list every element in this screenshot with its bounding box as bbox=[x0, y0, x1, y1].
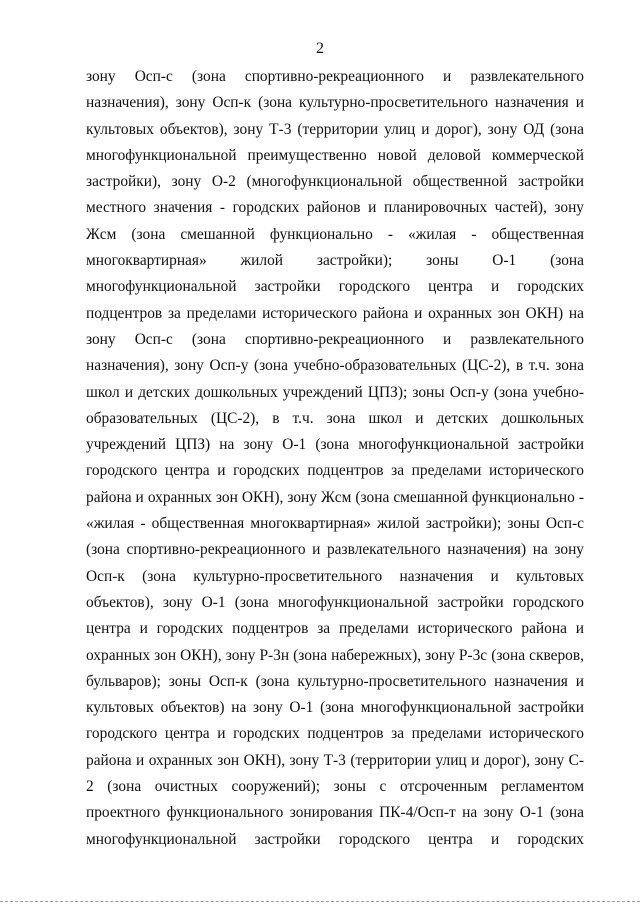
text-line: (зона спортивно-рекреационного и развлекательного назначения) на зону bbox=[86, 541, 584, 559]
text-line: подцентров за пределами исторического района и охранных зон ОКН) на bbox=[86, 304, 584, 322]
text-line: охранных зон ОКН), зону Р-3н (зона набережных), зону Р-3с (зона скверов, bbox=[86, 646, 584, 664]
body-text bbox=[86, 64, 584, 853]
text-line: зону Осп-с (зона спортивно-рекреационного и развлекательного bbox=[86, 330, 584, 348]
page-number: 2 bbox=[316, 40, 324, 57]
text-line: многофункциональной застройки городского центра и городских bbox=[86, 830, 584, 848]
scan-edge-line bbox=[0, 901, 640, 902]
text-line: 2 (зона очистных сооружений); зоны с отсроченным регламентом bbox=[86, 778, 584, 796]
text-line: городского центра и городских подцентров за пределами исторического bbox=[86, 725, 584, 743]
text-line: назначения), зону Осп-у (зона учебно-образовательных (ЦС-2), в т.ч. зона bbox=[86, 357, 584, 375]
text-line: «жилая - общественная многоквартирная» жилой застройки); зоны Осп-с bbox=[86, 515, 584, 533]
text-line: многофункциональной застройки городского центра и городских bbox=[86, 278, 584, 296]
text-line: многофункциональной преимущественно новой деловой коммерческой bbox=[86, 146, 584, 164]
text-line: зону Осп-с (зона спортивно-рекреационного и развлекательного bbox=[86, 68, 584, 85]
text-line: назначения), зону Осп-к (зона культурно-просветительного назначения и bbox=[86, 94, 584, 112]
text-line: проектного функционального зонирования ПК-4/Осп-т на зону О-1 (зона bbox=[86, 804, 584, 822]
text-line: района и охранных зон ОКН), зону Жсм (зона смешанной функционально - bbox=[86, 488, 584, 506]
text-line: учреждений ЦПЗ) на зону О-1 (зона многофункциональной застройки bbox=[86, 436, 584, 454]
text-line: бульваров); зоны Осп-к (зона культурно-просветительного назначения и bbox=[86, 672, 584, 690]
text-line: образовательных (ЦС-2), в т.ч. зона школ и детских дошкольных bbox=[86, 409, 584, 427]
text-line: культовых объектов) на зону О-1 (зона многофункциональной застройки bbox=[86, 699, 584, 717]
text-line: центра и городских подцентров за пределами исторического района и bbox=[86, 620, 584, 638]
text-line: застройки), зону О-2 (многофункциональной общественной застройки bbox=[86, 173, 584, 191]
text-line: школ и детских дошкольных учреждений ЦПЗ); зоны Осп-у (зона учебно- bbox=[86, 383, 584, 401]
text-line: Жсм (зона смешанной функционально - «жилая - общественная bbox=[86, 225, 584, 243]
text-line: городского центра и городских подцентров за пределами исторического bbox=[86, 462, 584, 480]
text-line: многоквартирная» жилой застройки); зоны О-1 (зона bbox=[86, 252, 584, 270]
text-line: культовых объектов), зону Т-3 (территории улиц и дорог), зону ОД (зона bbox=[86, 120, 584, 138]
text-line: объектов), зону О-1 (зона многофункциональной застройки городского bbox=[86, 593, 584, 611]
text-line: района и охранных зон ОКН), зону Т-3 (территории улиц и дорог), зону С- bbox=[86, 751, 584, 769]
text-line: местного значения - городских районов и планировочных частей), зону bbox=[86, 199, 584, 217]
text-line: Осп-к (зона культурно-просветительного назначения и культовых bbox=[86, 567, 584, 585]
